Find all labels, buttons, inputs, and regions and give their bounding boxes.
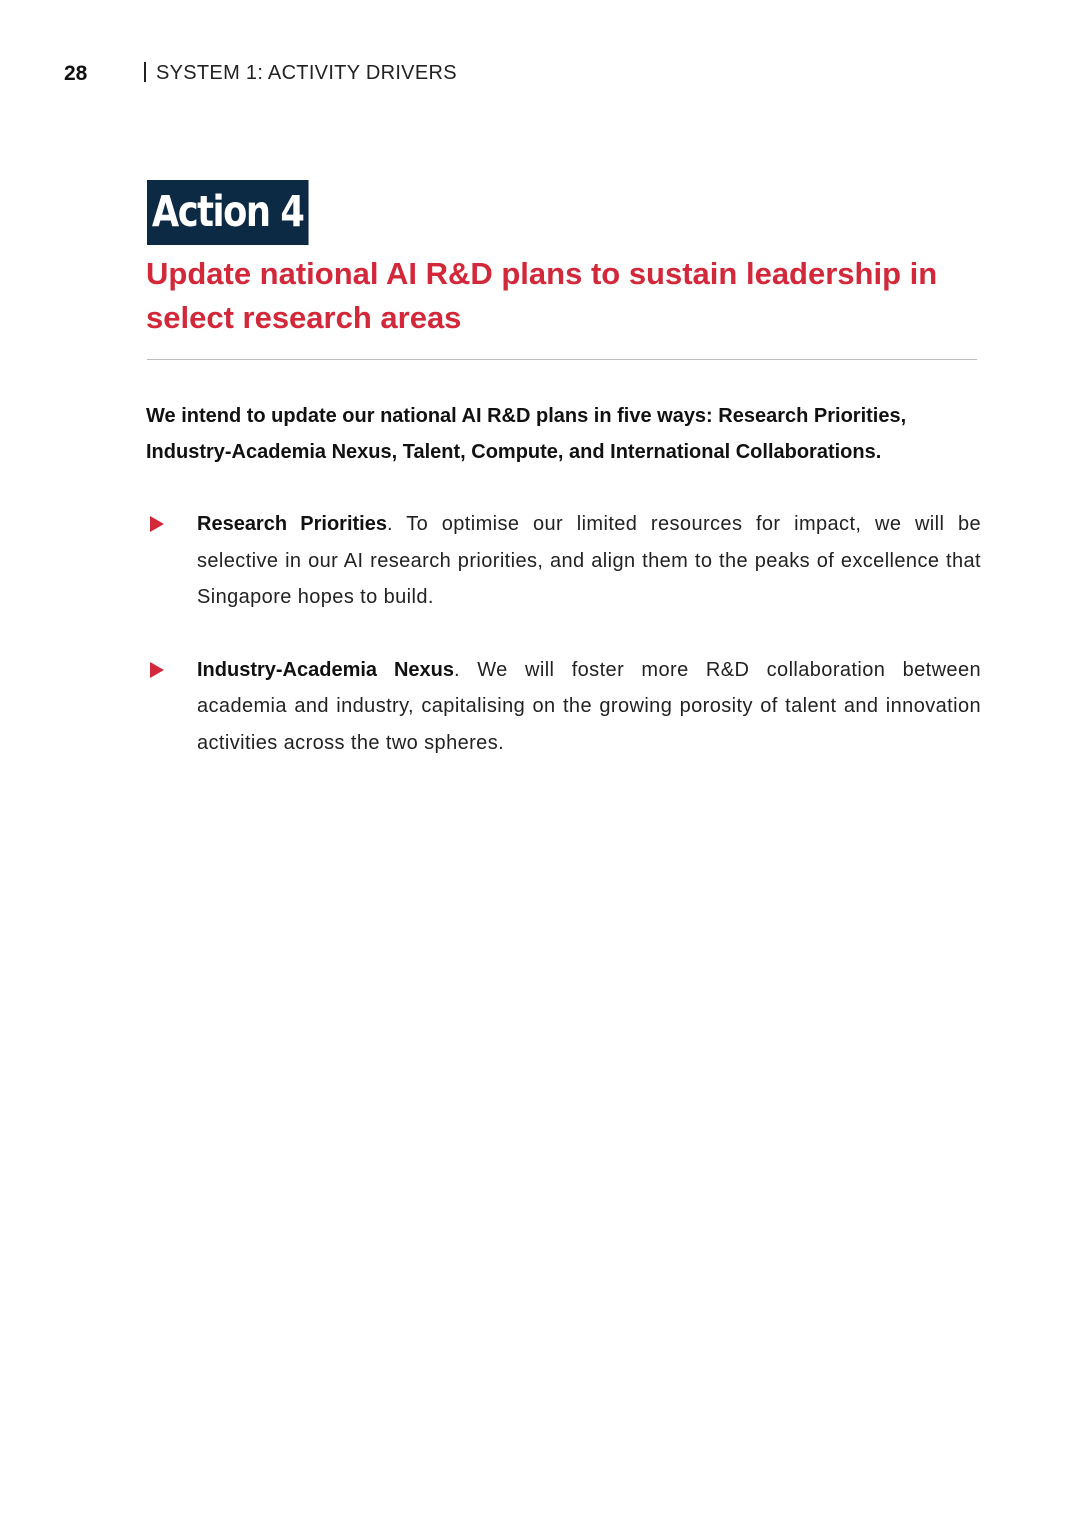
- bullet-body: . To optimise our limited resources for impact, we will be selective in our AI research priorities, and align them to the peaks of excellence that Singapore hopes to build.: [197, 513, 981, 608]
- triangle-right-icon: [150, 662, 164, 678]
- action-headline: Update national AI R&D plans to sustain leadership in select research areas: [146, 256, 938, 335]
- bullet-title: Research Priorities: [197, 513, 387, 535]
- page-number: 28: [64, 62, 88, 85]
- triangle-right-icon: [150, 516, 164, 532]
- bullet-body: . We will foster more R&D collaboration between academia and industry, capitalising on the growing porosity of talent and innovation activities across the two spheres.: [197, 658, 981, 754]
- running-header: [144, 62, 457, 85]
- bullet-item-research-priorities: [146, 506, 981, 616]
- bullet-item-industry-academia-nexus: [146, 652, 981, 762]
- section-title: SYSTEM 1: ACTIVITY DRIVERS: [156, 62, 457, 84]
- bullet-title: Industry-Academia Nexus: [197, 658, 454, 681]
- intro-paragraph: We intend to update our national AI R&D plans in five ways: Research Priorities, Industry-Academia Nexus, Talent, Compute, and International Collaborations.: [146, 405, 907, 463]
- horizontal-divider: [147, 359, 977, 360]
- header-divider: [144, 62, 146, 82]
- bullet-paragraph: [197, 506, 981, 616]
- action-badge: Action 4: [147, 180, 308, 245]
- bullet-paragraph: [197, 652, 981, 762]
- bullet-list: [146, 506, 981, 797]
